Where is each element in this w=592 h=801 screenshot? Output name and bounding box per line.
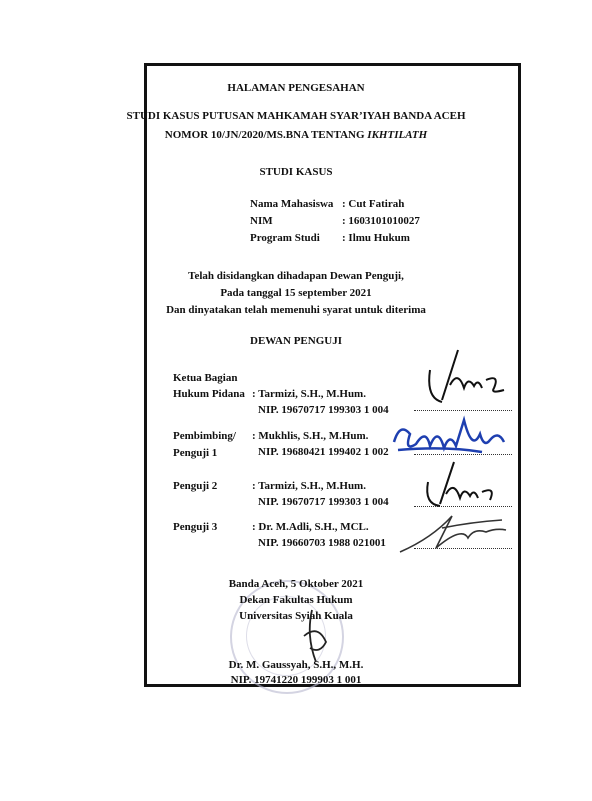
student-program-value: : Ilmu Hukum — [342, 232, 410, 244]
signature-dean — [296, 606, 336, 666]
student-program-label: Program Studi — [250, 232, 320, 244]
dean-title-line1: Dekan Fakultas Hukum — [239, 594, 353, 606]
place-date: Banda Aceh, 5 Oktober 2021 — [228, 578, 364, 590]
student-nim-value: : 1603101010027 — [342, 215, 420, 227]
member3-nip: NIP. 19670717 199303 1 004 — [258, 496, 389, 508]
committee-heading: DEWAN PENGUJI — [250, 335, 342, 347]
member1-nip: NIP. 19670717 199303 1 004 — [258, 404, 389, 416]
member1-role-line1: Ketua Bagian — [173, 372, 238, 384]
member2-name: : Mukhlis, S.H., M.Hum. — [252, 430, 369, 442]
dean-title-line2: Universitas Syiah Kuala — [239, 610, 353, 622]
member4-name: : Dr. M.Adli, S.H., MCL. — [252, 521, 369, 533]
member1-name: : Tarmizi, S.H., M.Hum. — [252, 388, 366, 400]
statement-line2: Pada tanggal 15 september 2021 — [220, 287, 372, 299]
member3-name: : Tarmizi, S.H., M.Hum. — [252, 480, 366, 492]
dean-nip: NIP. 19741220 199903 1 001 — [230, 674, 362, 686]
signature-member3 — [420, 456, 520, 516]
case-topic: IKHTILATH — [367, 129, 428, 141]
page-title: HALAMAN PENGESAHAN — [227, 82, 365, 94]
case-number: NOMOR 10/JN/2020/MS.BNA TENTANG — [164, 129, 368, 141]
member4-role: Penguji 3 — [173, 521, 218, 533]
member2-role-line1: Pembimbing/ — [173, 430, 236, 442]
student-name-label: Nama Mahasiswa — [250, 198, 334, 210]
member2-nip: NIP. 19680421 199402 1 002 — [258, 446, 389, 458]
case-title-line1: STUDI KASUS PUTUSAN MAHKAMAH SYAR’IYAH BANDA ACEH — [126, 110, 466, 122]
case-title-line2 — [0, 129, 592, 142]
member3-role: Penguji 2 — [173, 480, 218, 492]
statement-line1: Telah disidangkan dihadapan Dewan Penguji, — [188, 270, 404, 282]
member1-role-line2: Hukum Pidana — [173, 388, 245, 400]
member4-nip: NIP. 19660703 1988 021001 — [258, 537, 386, 549]
signature-member4 — [392, 508, 517, 558]
statement-line3: Dan dinyatakan telah memenuhi syarat untuk diterima — [166, 304, 426, 316]
document-type: STUDI KASUS — [259, 166, 333, 178]
student-nim-label: NIM — [250, 215, 273, 227]
student-name-value: : Cut Fatirah — [342, 198, 405, 210]
dean-name: Dr. M. Gaussyah, S.H., M.H. — [228, 659, 364, 671]
member2-role-line2: Penguji 1 — [173, 447, 218, 459]
signature-member1 — [420, 340, 520, 415]
